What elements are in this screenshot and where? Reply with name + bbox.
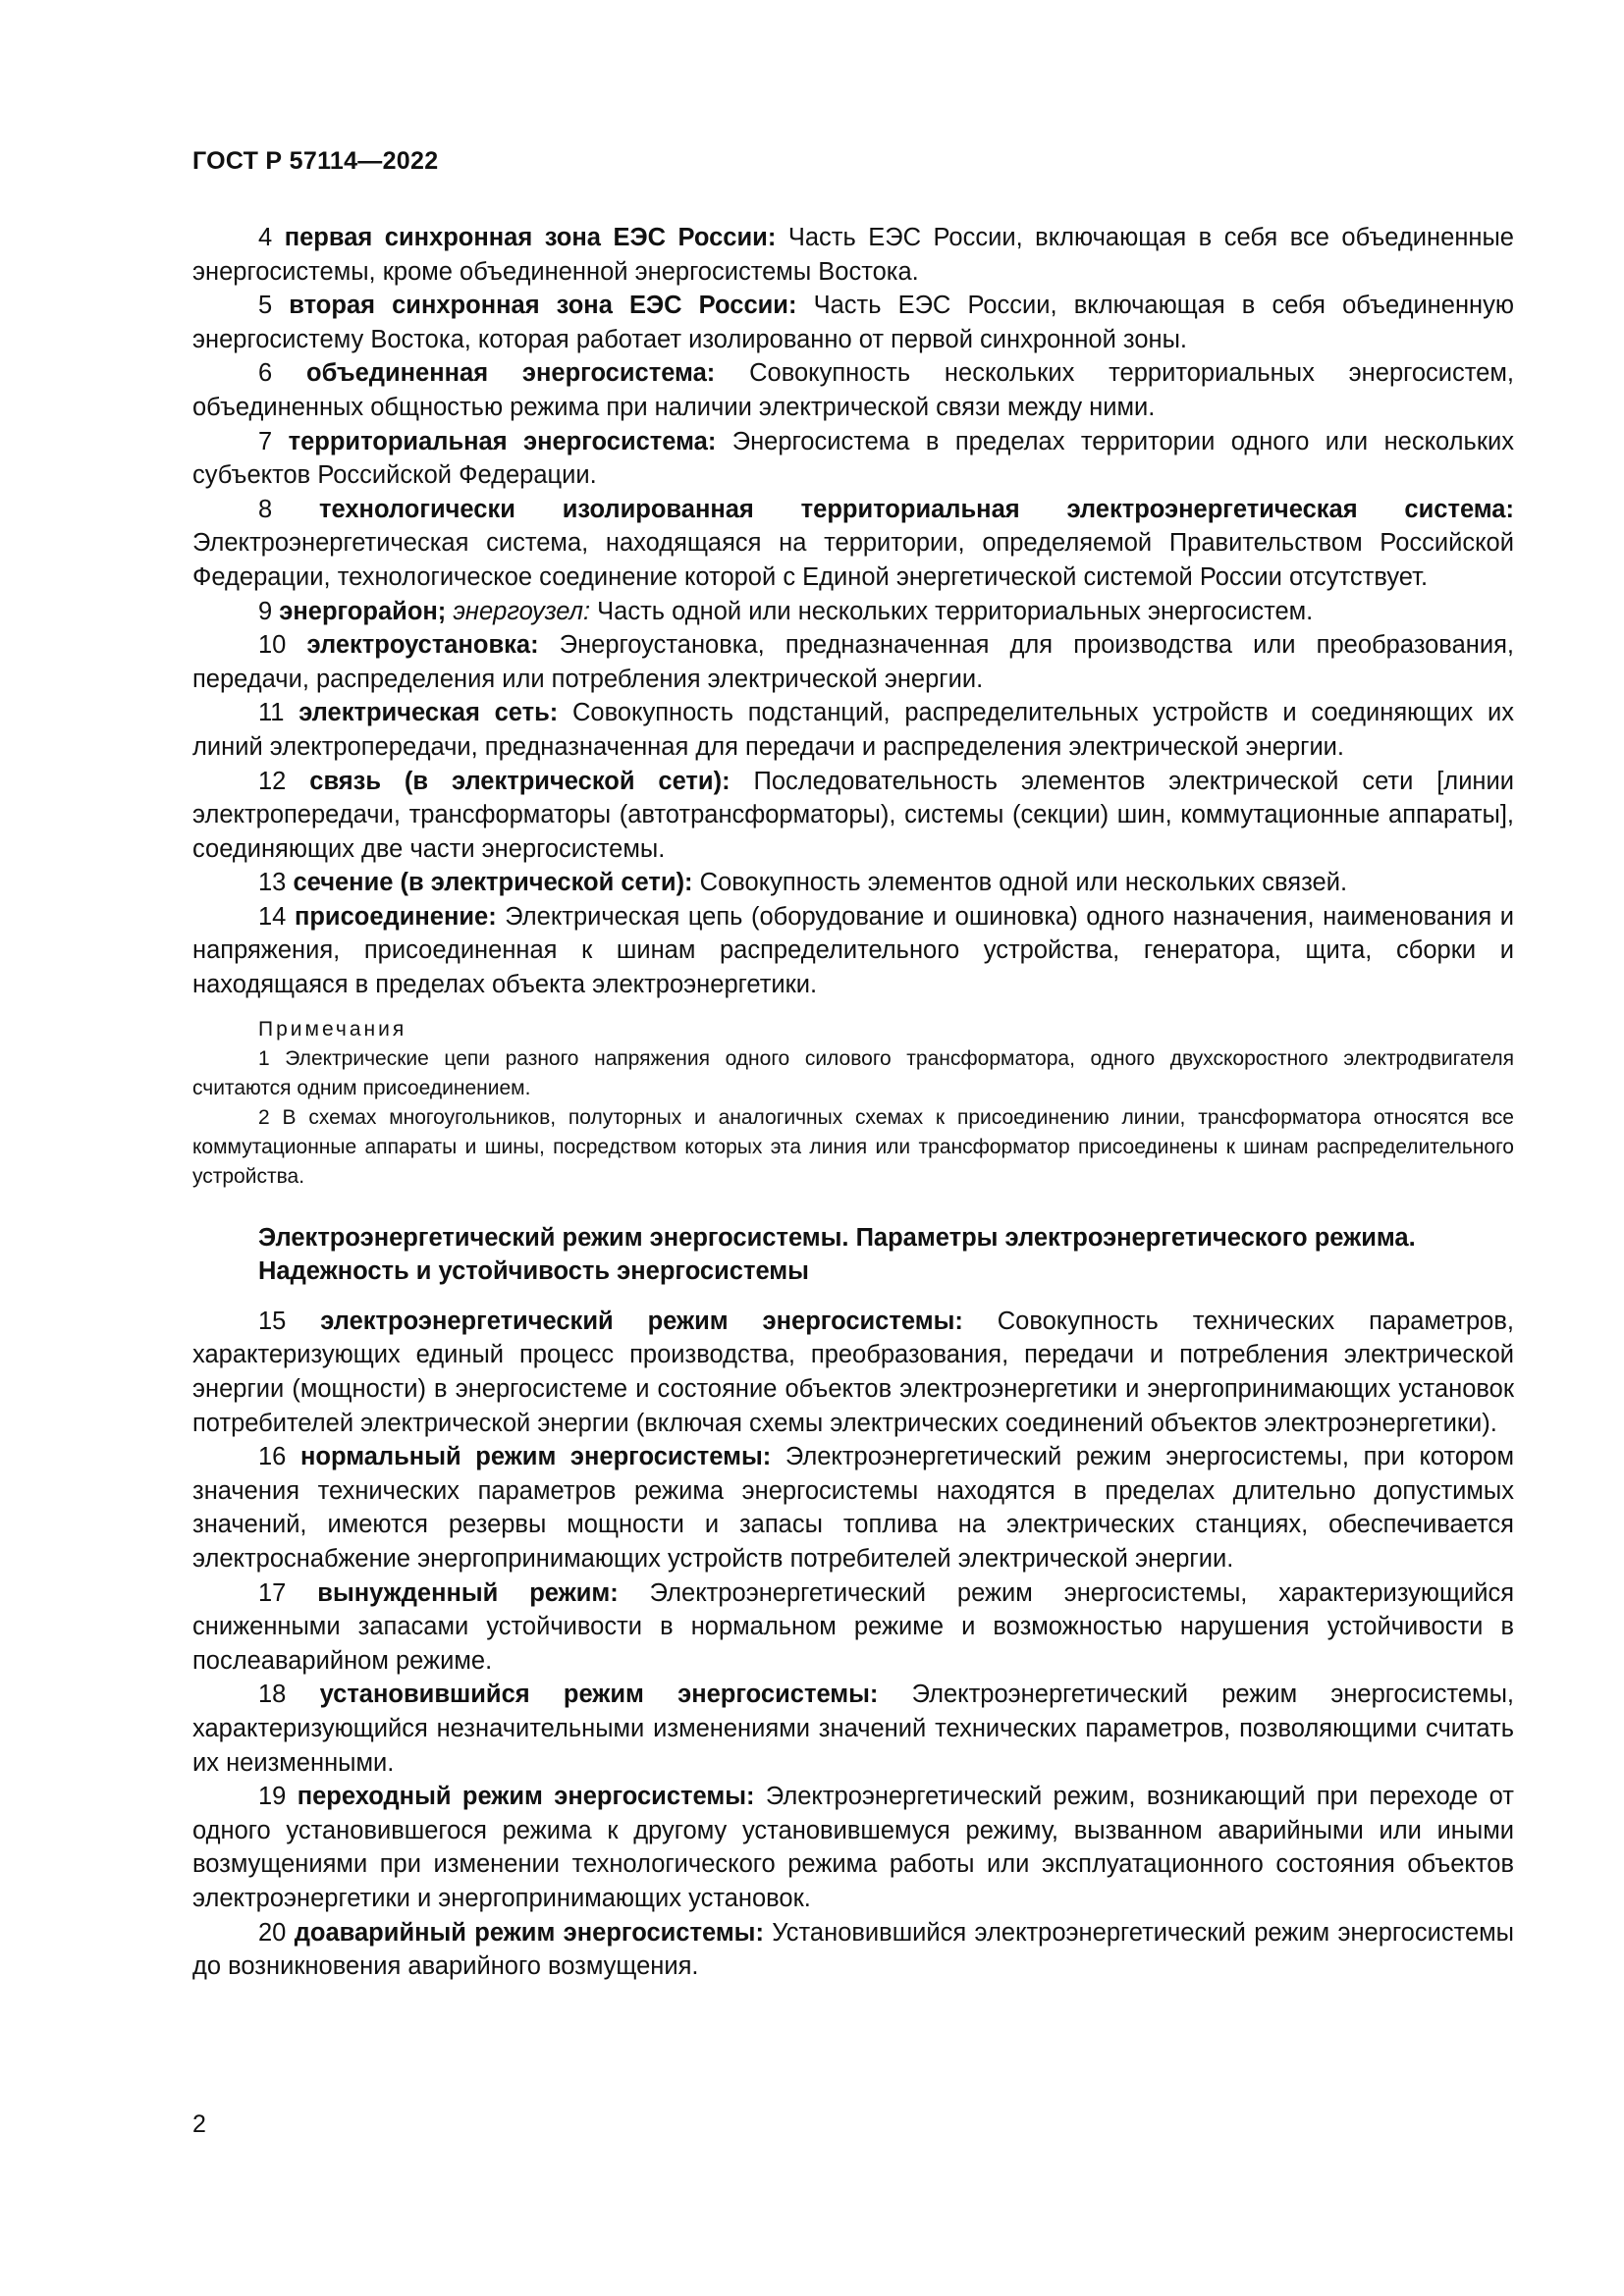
- term-number: 19: [258, 1783, 287, 1811]
- term-entry: [192, 493, 1514, 595]
- term-name: объединенная энергосистема:: [306, 359, 716, 388]
- term-number: 14: [258, 902, 287, 931]
- term-number: 11: [258, 699, 285, 727]
- term-entry: [192, 696, 1514, 764]
- term-definition: Часть ЕЭС России, включающая в себя объединенную энергосистему Востока, которая работает изолированно от первой синхронной зоны.: [192, 292, 1514, 353]
- term-number: 5: [258, 292, 273, 320]
- term-entry: [192, 289, 1514, 356]
- term-name: вынужденный режим:: [317, 1578, 619, 1607]
- term-name: технологически изолированная территориальная электроэнергетическая система:: [319, 495, 1514, 523]
- term-number: 10: [258, 631, 287, 660]
- term-number: 13: [258, 869, 287, 897]
- terms-list-2: [192, 1305, 1514, 1984]
- term-entry: [192, 1440, 1514, 1575]
- term-number: 12: [258, 767, 287, 795]
- term-name: переходный режим энергосистемы:: [297, 1783, 755, 1811]
- term-number: 15: [258, 1307, 287, 1335]
- term-entry: [192, 866, 1514, 900]
- term-entry: [192, 221, 1514, 289]
- term-definition: Совокупность нескольких территориальных энергосистем, объединенных общностью режима при наличии электрической связи между ними.: [192, 359, 1514, 421]
- term-definition: Совокупность подстанций, распределительных устройств и соединяющих их линий электропередачи, предназначенная для передачи и распределения электрической энергии.: [192, 699, 1514, 761]
- term-name: электроустановка:: [306, 631, 539, 660]
- term-entry: [192, 628, 1514, 696]
- term-definition: Совокупность технических параметров, характеризующих единый процесс производства, преобразования, передачи и потребления электрической энергии (мощности) в энергосистеме и состояние объектов электроэнергетики и энергопринимающих установок потребителей электрической энергии (включая схемы электрических соединений объектов электроэнергетики).: [192, 1307, 1514, 1437]
- term-definition: Часть ЕЭС России, включающая в себя все объединенные энергосистемы, кроме объединенной энергосистемы Востока.: [192, 224, 1514, 286]
- term-entry: [192, 425, 1514, 493]
- page-number: 2: [192, 2110, 206, 2138]
- term-number: 18: [258, 1681, 287, 1709]
- term-number: 8: [258, 495, 273, 523]
- term-entry: [192, 1678, 1514, 1780]
- terms-list-1: [192, 221, 1514, 1002]
- term-number: 17: [258, 1578, 287, 1607]
- term-entry: [192, 900, 1514, 1002]
- term-number: 20: [258, 1918, 287, 1947]
- term-entry: [192, 1576, 1514, 1679]
- term-name: вторая синхронная зона ЕЭС России:: [289, 292, 797, 320]
- term-number: 16: [258, 1443, 287, 1471]
- term-entry: [192, 1916, 1514, 1984]
- document-body: [192, 221, 1514, 1984]
- notes-title: Примечания: [258, 1017, 407, 1041]
- term-number: 4: [258, 224, 273, 251]
- notes-block: [192, 1015, 1514, 1192]
- term-name: связь (в электрической сети):: [309, 767, 731, 795]
- term-number: 9: [258, 597, 273, 625]
- note-item: 1 Электрические цепи разного напряжения одного силового трансформатора, одного двухскоростного электродвигателя считаются одним присоединением.: [192, 1046, 1514, 1099]
- note-item: 2 В схемах многоугольников, полуторных и аналогичных схемах к присоединению линии, трансформатора относятся все коммутационные аппараты и шины, посредством которых эта линия или трансформатор присоединены к шинам распределительного устройства.: [192, 1105, 1514, 1188]
- term-definition: Электроэнергетический режим энергосистемы, при котором значения технических параметров режима энергосистемы находятся в пределах длительно допустимых значений, имеются резервы мощности и запасы топлива на электрических станциях, обеспечивается электроснабжение энергопринимающих устройств потребителей электрической энергии.: [192, 1443, 1514, 1573]
- term-definition: Совокупность элементов одной или нескольких связей.: [699, 869, 1348, 897]
- term-name: нормальный режим энергосистемы:: [300, 1443, 772, 1471]
- term-definition: Электроэнергетическая система, находящаяся на территории, определяемой Правительством Российской Федерации, технологическое соединение которой с Единой энергетической системой России отсутствует.: [192, 529, 1514, 591]
- term-name: первая синхронная зона ЕЭС России:: [284, 224, 777, 251]
- term-name: территориальная энергосистема:: [288, 427, 717, 455]
- term-entry: [192, 765, 1514, 867]
- term-synonym: энергоузел:: [453, 597, 591, 625]
- term-name: энергорайон;: [279, 597, 447, 625]
- term-name: доаварийный режим энергосистемы:: [294, 1918, 764, 1947]
- term-entry: [192, 356, 1514, 424]
- term-name: присоединение:: [294, 902, 497, 931]
- term-number: 6: [258, 359, 273, 388]
- term-name: сечение (в электрической сети):: [293, 869, 693, 897]
- term-entry: [192, 595, 1514, 629]
- document-header: ГОСТ Р 57114—2022: [192, 147, 439, 175]
- term-definition: Последовательность элементов электрической сети [линии электропередачи, трансформаторы (автотрансформаторы), системы (секции) шин, коммутационные аппараты], соединяющих две части энергосистемы.: [192, 767, 1515, 863]
- term-entry: [192, 1305, 1514, 1440]
- term-name: установившийся режим энергосистемы:: [319, 1681, 879, 1709]
- term-definition: Установившийся электроэнергетический режим энергосистемы до возникновения аварийного возмущения.: [192, 1918, 1515, 1981]
- term-definition: Электроэнергетический режим энергосистемы, характеризующийся незначительными изменениями значений технических параметров, позволяющими считать их неизменными.: [192, 1681, 1514, 1777]
- section-title: Электроэнергетический режим энергосистемы. Параметры электроэнергетического режима. Надежность и устойчивость энергосистемы: [258, 1223, 1416, 1286]
- term-definition: Энергосистема в пределах территории одного или нескольких субъектов Российской Федерации.: [192, 427, 1514, 490]
- term-definition: Часть одной или нескольких территориальных энергосистем.: [597, 597, 1314, 625]
- term-definition: Энергоустановка, предназначенная для производства или преобразования, передачи, распределения или потребления электрической энергии.: [192, 631, 1514, 693]
- term-entry: [192, 1780, 1514, 1915]
- term-definition: Электроэнергетический режим энергосистемы, характеризующийся сниженными запасами устойчивости в нормальном режиме и возможностью нарушения устойчивости в послеаварийном режиме.: [192, 1578, 1515, 1675]
- term-name: электроэнергетический режим энергосистемы:: [320, 1307, 963, 1335]
- term-number: 7: [258, 427, 273, 455]
- term-definition: Электроэнергетический режим, возникающий при переходе от одного установившегося режима к другому установившемуся режиму, вызванном аварийными или иными возмущениями при изменении технологического режима работы или эксплуатационного состояния объектов электроэнергетики и энергопринимающих установок.: [192, 1783, 1514, 1912]
- term-name: электрическая сеть:: [298, 699, 559, 727]
- term-definition: Электрическая цепь (оборудование и ошиновка) одного назначения, наименования и напряжения, присоединенная к шинам распределительного устройства, генератора, щита, сборки и находящаяся в пределах объекта электроэнергетики.: [192, 902, 1514, 999]
